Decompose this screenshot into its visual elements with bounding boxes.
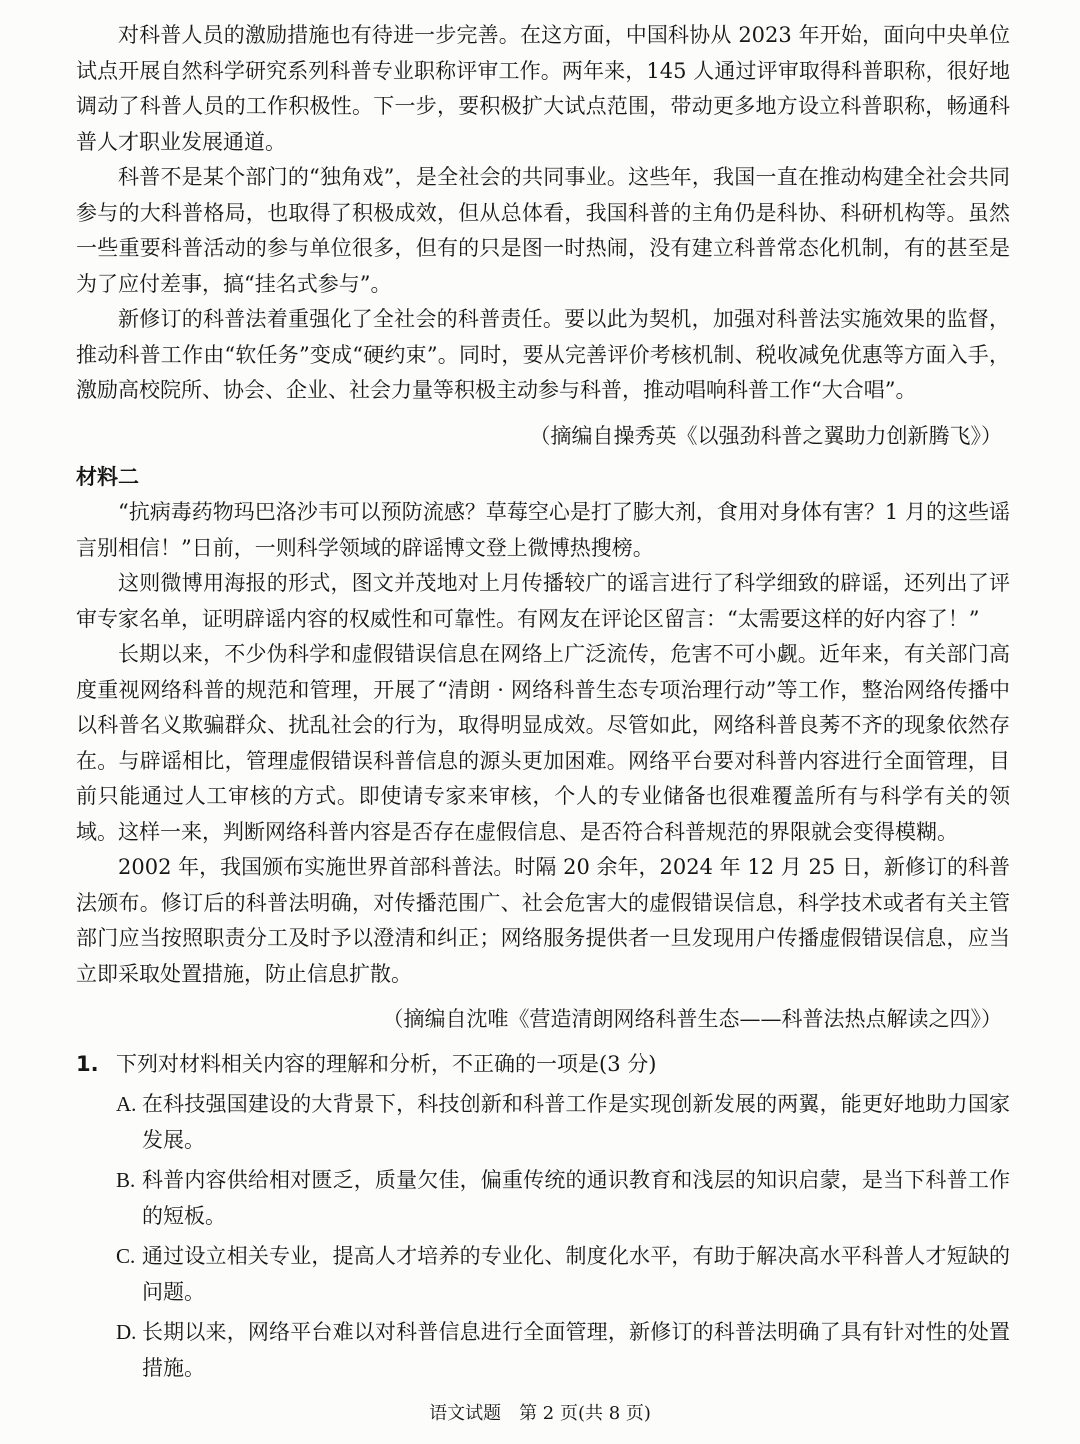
option-text: 通过设立相关专业，提高人才培养的专业化、制度化水平，有助于解决高水平科普人才短缺的问题。 bbox=[142, 1243, 1010, 1304]
source-citation: （摘编自沈唯《营造清朗网络科普生态——科普法热点解读之四》） bbox=[382, 1007, 1002, 1031]
question-number: 1. bbox=[76, 1051, 99, 1076]
paragraph: 新修订的科普法着重强化了全社会的科普责任。要以此为契机，加强对科普法实施效果的监督，推动科普工作由“软任务”变成“硬约束”。同时，要从完善评价考核机制、税收减免优惠等方面入手，激励高校院所、协会、企业、社会力量等积极主动参与科普，推动唱响科普工作“大合唱”。 bbox=[76, 307, 1010, 402]
option-text: 长期以来，网络平台难以对科普信息进行全面管理，新修订的科普法明确了具有针对性的处置措施。 bbox=[142, 1319, 1010, 1380]
option-b bbox=[116, 1162, 1010, 1234]
material-one-continued bbox=[76, 18, 1010, 454]
paragraph: “抗病毒药物玛巴洛沙韦可以预防流感？草莓空心是打了膨大剂，食用对身体有害？1 月的这些谣言别相信！”日前，一则科学领域的辟谣博文登上微博热搜榜。 bbox=[76, 500, 1010, 560]
option-a bbox=[116, 1086, 1010, 1158]
paragraph: 这则微博用海报的形式，图文并茂地对上月传播较广的谣言进行了科学细致的辟谣，还列出了评审专家名单，证明辟谣内容的权威性和可靠性。有网友在评论区留言：“太需要这样的好内容了！” bbox=[76, 571, 1010, 631]
page-footer: 语文试题 第 2 页(共 8 页) bbox=[429, 1403, 651, 1424]
source-citation: （摘编自操秀英《以强劲科普之翼助力创新腾飞》） bbox=[529, 423, 1002, 448]
option-letter: C. bbox=[116, 1243, 136, 1268]
option-d bbox=[116, 1314, 1010, 1386]
question-stem bbox=[76, 1046, 1010, 1082]
option-letter: D. bbox=[116, 1319, 137, 1344]
option-letter: A. bbox=[116, 1091, 137, 1116]
option-c bbox=[116, 1238, 1010, 1310]
option-text: 科普内容供给相对匮乏，质量欠佳，偏重传统的通识教育和浅层的知识启蒙，是当下科普工作的短板。 bbox=[142, 1167, 1010, 1228]
material-two bbox=[76, 460, 1010, 1038]
question-text: 下列对材料相关内容的理解和分析，不正确的一项是(3 分) bbox=[116, 1051, 657, 1076]
option-text: 在科技强国建设的大背景下，科技创新和科普工作是实现创新发展的两翼，能更好地助力国家发展。 bbox=[142, 1091, 1010, 1152]
question-1 bbox=[76, 1046, 1010, 1386]
paragraph: 2002 年，我国颁布实施世界首部科普法。时隔 20 余年，2024 年 12 月 25 日，新修订的科普法颁布。修订后的科普法明确，对传播范围广、社会危害大的虚假错误信息，科学技术或者有关主管部门应当按照职责分工及时予以澄清和纠正；网络服务提供者一旦发现用户传播虚假错误信息，应当立即采取处置措施，防止信息扩散。 bbox=[76, 855, 1010, 986]
paragraph: 科普不是某个部门的“独角戏”，是全社会的共同事业。这些年，我国一直在推动构建全社会共同参与的大科普格局，也取得了积极成效，但从总体看，我国科普的主角仍是科协、科研机构等。虽然一些重要科普活动的参与单位很多，但有的只是图一时热闹，没有建立科普常态化机制，有的甚至是为了应付差事，搞“挂名式参与”。 bbox=[76, 165, 1010, 296]
section-title: 材料二 bbox=[76, 465, 139, 489]
paragraph: 长期以来，不少伪科学和虚假错误信息在网络上广泛流传，危害不可小觑。近年来，有关部门高度重视网络科普的规范和管理，开展了“清朗 · 网络科普生态专项治理行动”等工作，整治网络传播中以科普名义欺骗群众、扰乱社会的行为，取得明显成效。尽管如此，网络科普良莠不齐的现象依然存在。与辟谣相比，管理虚假错误科普信息的源头更加困难。网络平台要对科普内容进行全面管理，目前只能通过人工审核的方式。即使请专家来审核，个人的专业储备也很难覆盖所有与科学有关的领域。这样一来，判断网络科普内容是否存在虚假信息、是否符合科普规范的界限就会变得模糊。 bbox=[76, 642, 1010, 844]
option-letter: B. bbox=[116, 1167, 136, 1192]
paragraph: 对科普人员的激励措施也有待进一步完善。在这方面，中国科协从 2023 年开始，面向中央单位试点开展自然科学研究系列科普专业职称评审工作。两年来，145 人通过评审取得科普职称，很好地调动了科普人员的工作积极性。下一步，要积极扩大试点范围，带动更多地方设立科普职称，畅通科普人才职业发展通道。 bbox=[76, 23, 1010, 154]
